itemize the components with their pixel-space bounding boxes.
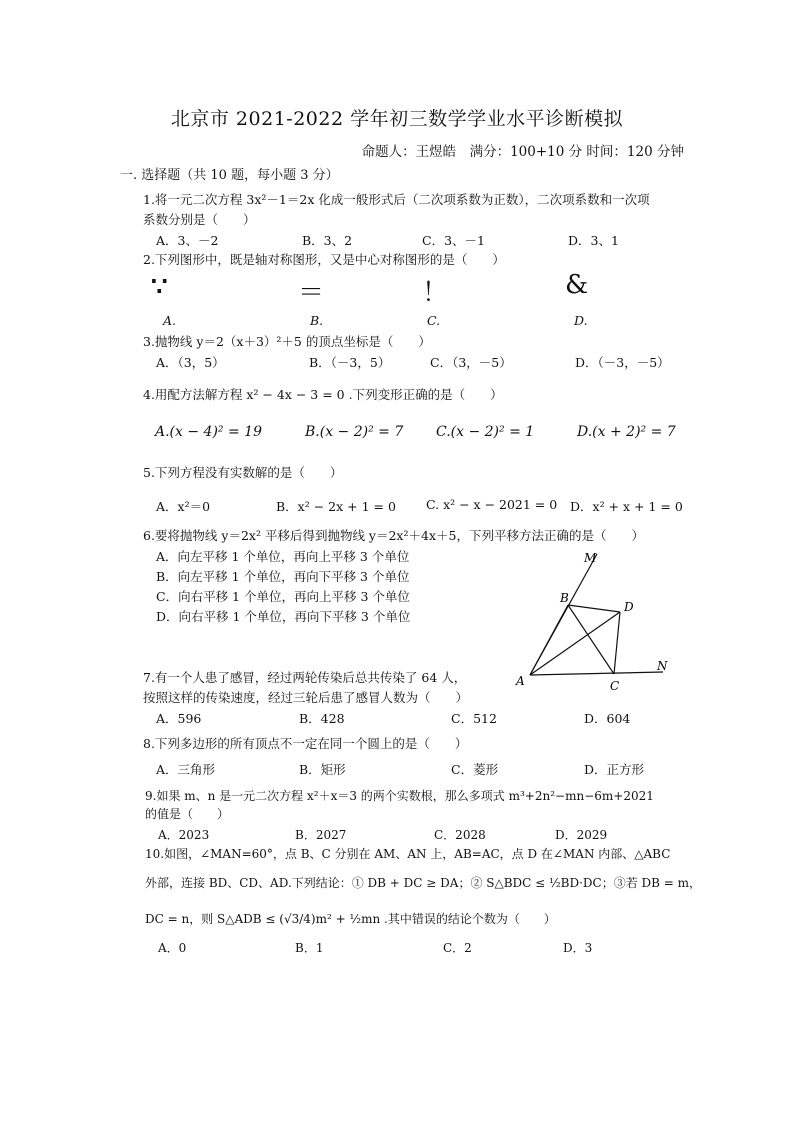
q8-stem: 8.下列多边形的所有顶点不一定在同一个圆上的是（ ） <box>143 736 468 751</box>
q10-option-a: A．0 <box>158 941 187 955</box>
q2-figure-d: & <box>565 270 589 300</box>
q1-stem-line1: 1.将一元二次方程 3x²－1＝2x 化成一般形式后（二次项系数为正数），二次项系数和一次项 <box>143 192 650 207</box>
geometry-figure <box>505 548 680 698</box>
segment-dc <box>614 612 620 674</box>
q10-stem-line1: 10.如图，∠MAN=60°，点 B、C 分别在 AM、AN 上，AB=AC，点 D 在∠MAN 内部、△ABC <box>145 847 671 861</box>
q8-option-d: D．正方形 <box>584 762 645 777</box>
q6-option-c: C．向右平移 1 个单位，再向上平移 3 个单位 <box>156 589 410 604</box>
q3-option-c: C．（3，－5） <box>430 355 512 370</box>
q1-option-a: A．3、－2 <box>156 233 219 248</box>
segment-bc <box>568 605 614 674</box>
q4-option-b: B.(x − 2)² = 7 <box>305 424 404 440</box>
q9-stem-line2: 的值是（ ） <box>145 807 230 821</box>
q7-option-d: D．604 <box>584 711 631 726</box>
q4-option-c: C.(x − 2)² = 1 <box>436 424 535 440</box>
label-n: N <box>657 659 668 673</box>
exam-meta: 命题人：王煜皓 满分：100+10 分 时间：120 分钟 <box>361 144 684 160</box>
q10-stem-line3: DC = n，则 S△ADB ≤ (√3/4)m² + ½mn .其中错误的结论个数为（ ） <box>145 912 556 926</box>
q1-option-b: B．3、2 <box>302 233 353 248</box>
segment-ab <box>530 605 568 675</box>
q2-option-b: B. <box>310 313 324 328</box>
q3-option-d: D．（－3，－5） <box>575 355 670 370</box>
q7-option-c: C．512 <box>451 711 497 726</box>
label-a: A <box>516 674 525 688</box>
q6-option-d: D．向右平移 1 个单位，再向下平移 3 个单位 <box>156 609 411 624</box>
q2-option-c: C. <box>427 313 441 328</box>
q9-stem-line1: 9.如果 m、n 是一元二次方程 x²＋x＝3 的两个实数根，那么多项式 m³+2n²−mn−6m+2021 <box>145 789 654 803</box>
q5-option-b: B．x² − 2x + 1 = 0 <box>276 499 396 514</box>
q4-stem: 4.用配方法解方程 x² − 4x − 3 = 0 .下列变形正确的是（ ） <box>143 387 503 402</box>
q1-option-d: D．3、1 <box>568 233 619 248</box>
q3-stem: 3.抛物线 y＝2（x＋3）²＋5 的顶点坐标是（ ） <box>143 334 431 349</box>
q7-stem-line2: 按照这样的传染速度，经过三轮后患了感冒人数为（ ） <box>143 690 469 705</box>
q2-figure-c: ！ <box>422 278 449 308</box>
page-title: 北京市 2021-2022 学年初三数学学业水平诊断模拟 <box>170 108 624 130</box>
q2-option-d: D. <box>574 313 588 328</box>
q8-option-b: B．矩形 <box>299 762 346 777</box>
q9-option-c: C．2028 <box>434 828 486 842</box>
q8-option-c: C．菱形 <box>451 762 499 777</box>
q4-option-d: D.(x + 2)² = 7 <box>577 424 676 440</box>
label-m: M <box>584 551 597 565</box>
label-b: B <box>560 591 569 605</box>
q9-option-d: D．2029 <box>555 828 608 842</box>
q6-option-a: A．向左平移 1 个单位，再向上平移 3 个单位 <box>156 549 410 564</box>
label-c: C <box>610 679 620 693</box>
q5-option-c: C. x² − x − 2021 = 0 <box>426 497 558 512</box>
q6-option-b: B．向左平移 1 个单位，再向下平移 3 个单位 <box>156 569 410 584</box>
q10-option-b: B．1 <box>295 941 324 955</box>
q5-option-a: A．x²＝0 <box>156 499 211 514</box>
q5-stem: 5.下列方程没有实数解的是（ ） <box>143 465 343 480</box>
q2-figure-a: ∵ <box>151 272 168 302</box>
q3-option-a: A．（3，5） <box>156 355 225 370</box>
q6-stem: 6.要将抛物线 y＝2x² 平移后得到抛物线 y＝2x²＋4x＋5，下列平移方法正确的是（ ） <box>143 528 644 543</box>
q5-option-d: D．x² + x + 1 = 0 <box>570 499 683 514</box>
q1-stem-line2: 系数分别是（ ） <box>143 212 256 227</box>
q10-stem-line2: 外部，连接 BD、CD、AD.下列结论：① DB + DC ≥ DA；② S△BDC ≤ ½BD·DC；③若 DB = m， <box>145 876 702 890</box>
q10-option-c: C．2 <box>443 941 472 955</box>
q2-figure-b: ＝ <box>298 278 325 308</box>
q7-option-b: B．428 <box>299 711 345 726</box>
q2-option-a: A. <box>163 313 177 328</box>
q8-option-a: A．三角形 <box>156 762 216 777</box>
segment-bd <box>568 605 620 612</box>
q1-option-c: C．3、－1 <box>422 233 485 248</box>
ray-an <box>530 672 663 675</box>
q9-option-b: B．2027 <box>295 828 347 842</box>
label-d: D <box>624 600 634 614</box>
section-heading: 一. 选择题（共 10 题，每小题 3 分） <box>120 168 339 183</box>
q7-option-a: A．596 <box>156 711 202 726</box>
q4-option-a: A.(x − 4)² = 19 <box>155 424 262 440</box>
q3-option-b: B．（－3，5） <box>309 355 391 370</box>
q9-option-a: A．2023 <box>158 828 210 842</box>
q10-option-d: D．3 <box>563 941 593 955</box>
q2-stem: 2.下列图形中，既是轴对称图形，又是中心对称图形的是（ ） <box>143 252 505 267</box>
q7-stem-line1: 7.有一个人患了感冒，经过两轮传染后总共传染了 64 人， <box>143 670 467 685</box>
segment-ad <box>530 612 620 675</box>
